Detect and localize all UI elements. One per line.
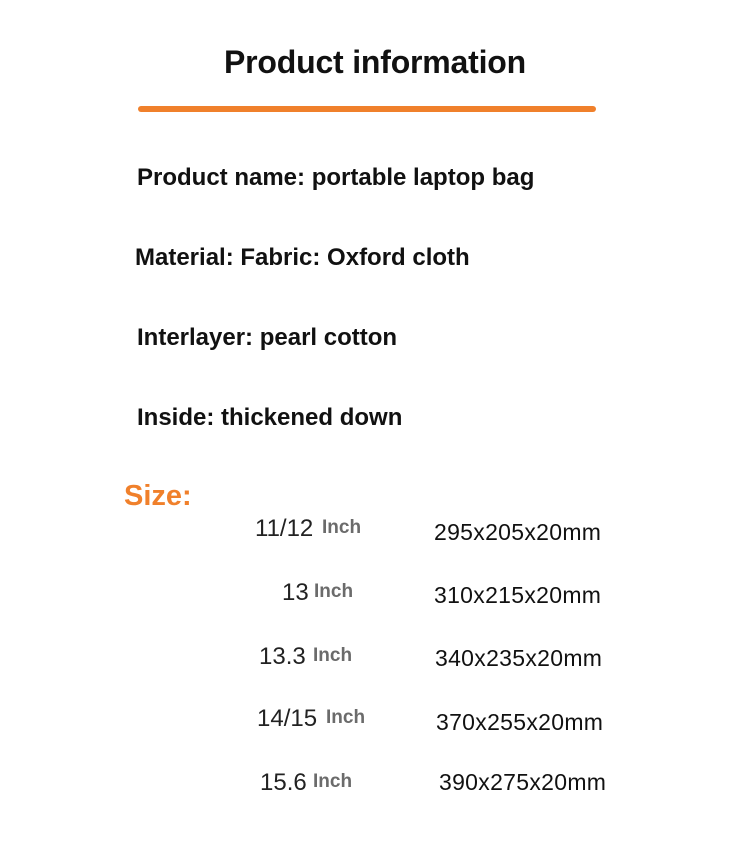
size-value: 15.6 bbox=[260, 769, 307, 796]
title-underline bbox=[138, 106, 596, 112]
size-value: 13.3 bbox=[259, 643, 306, 670]
page-title: Product information bbox=[224, 44, 526, 80]
size-label: Size: bbox=[124, 480, 192, 512]
size-dimensions: 295x205x20mm bbox=[434, 519, 602, 545]
info-inside: Inside: thickened down bbox=[137, 404, 403, 431]
size-dimensions: 370x255x20mm bbox=[436, 709, 604, 735]
size-value: 14/15 bbox=[257, 705, 318, 732]
size-unit: Inch bbox=[326, 707, 366, 728]
info-material: Material: Fabric: Oxford cloth bbox=[135, 244, 470, 271]
size-unit: Inch bbox=[314, 581, 354, 602]
size-value: 13 bbox=[282, 579, 309, 606]
info-product-name: Product name: portable laptop bag bbox=[137, 164, 535, 191]
size-unit: Inch bbox=[322, 517, 362, 538]
info-interlayer: Interlayer: pearl cotton bbox=[137, 324, 398, 351]
size-dimensions: 390x275x20mm bbox=[439, 769, 607, 795]
size-unit: Inch bbox=[313, 645, 353, 666]
size-value: 11/12 bbox=[255, 515, 314, 542]
size-dimensions: 340x235x20mm bbox=[435, 645, 603, 671]
size-unit: Inch bbox=[313, 771, 353, 792]
size-dimensions: 310x215x20mm bbox=[434, 582, 602, 608]
